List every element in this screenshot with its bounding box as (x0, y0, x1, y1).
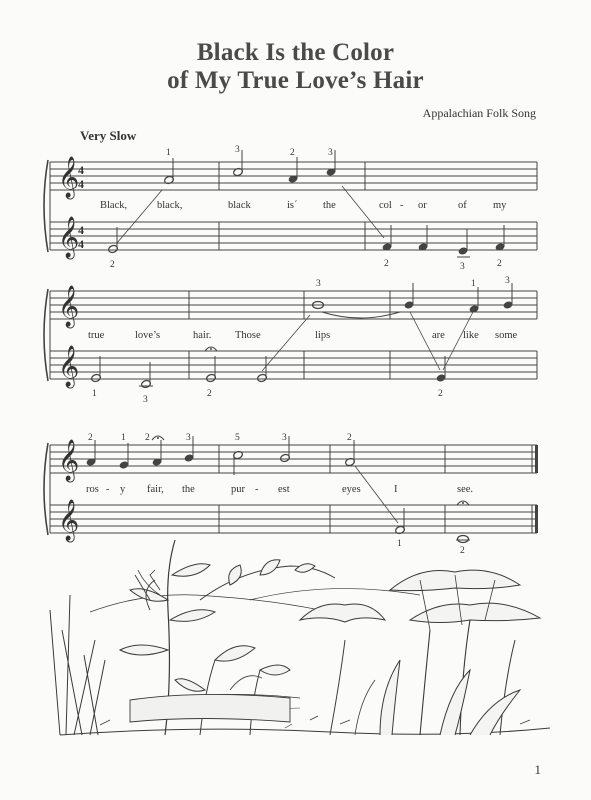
fingering: 2 (88, 433, 93, 443)
lyric: see. (457, 484, 474, 495)
treble-clef-icon (58, 156, 79, 259)
system-1-lyrics (100, 200, 507, 211)
fingering: 2 (145, 433, 150, 443)
fingering: 3 (282, 433, 287, 443)
fingering: 3 (328, 148, 333, 158)
fingering: 2 (497, 259, 502, 269)
fingering: 2 (438, 389, 443, 399)
lyric: Black, (100, 200, 128, 211)
fingering: 1 (471, 279, 476, 289)
treble-clef-icon (58, 439, 79, 542)
time-sig-bottom: 4 (78, 237, 84, 251)
lyric: of (458, 200, 467, 211)
tempo-marking: Very Slow (80, 128, 137, 143)
fingering: 3 (316, 279, 321, 289)
lyric: true (88, 330, 105, 341)
fingering: 3 (143, 395, 148, 405)
lyric: fair, (147, 484, 164, 495)
fingering: 5 (235, 433, 240, 443)
time-sig-top: 4 (78, 163, 84, 177)
lyric: Those (235, 330, 261, 341)
fermata-icon (205, 347, 217, 351)
time-sig-top: 4 (78, 223, 84, 237)
fingering: 1 (92, 389, 97, 399)
fingering: 3 (186, 433, 191, 443)
fingering: 2 (384, 259, 389, 269)
lyric: I (394, 484, 398, 495)
song-title-line-2: of My True Love’s Hair (167, 67, 424, 94)
lyric: - (106, 484, 110, 495)
svg-text:𝄞: 𝄞 (58, 286, 80, 326)
lyric: love’s (135, 330, 161, 341)
lyric: black, (157, 200, 183, 211)
time-sig-bottom: 4 (78, 177, 84, 191)
lyric: ros (86, 484, 99, 495)
lyric: eyes (342, 484, 361, 495)
fermata-icon (152, 436, 164, 440)
svg-text:𝄞: 𝄞 (58, 440, 80, 480)
lyric: or (418, 200, 427, 211)
fingering: 2 (460, 546, 465, 556)
lyric: lips (315, 330, 331, 341)
fingering: 1 (166, 148, 171, 158)
lyric: y (120, 484, 126, 495)
fingering: 2 (207, 389, 212, 399)
fingering: 3 (505, 276, 510, 286)
lyric: - (255, 484, 259, 495)
lyric: some (495, 330, 518, 341)
fingering: 1 (397, 539, 402, 549)
composer-credit: Appalachian Folk Song (422, 106, 536, 120)
fermata-icon (457, 501, 469, 505)
lyric: pur (231, 484, 245, 495)
lyric: est (278, 484, 290, 495)
system-1-brace (44, 160, 48, 252)
song-title-line-1: Black Is the Color (196, 39, 395, 66)
svg-text:𝄞: 𝄞 (58, 346, 80, 386)
svg-text:𝄞: 𝄞 (58, 217, 80, 257)
lyric: are (432, 330, 445, 341)
fingering: 1 (121, 433, 126, 443)
landscape-illustration (50, 540, 550, 735)
fingering: 2 (290, 148, 295, 158)
lyric: the (323, 200, 336, 211)
treble-clef-icon (58, 285, 79, 388)
fingering: 3 (235, 145, 240, 155)
page-number: 1 (534, 762, 541, 777)
lyric: - (400, 200, 404, 211)
time-signature (78, 163, 84, 251)
fingering: 2 (110, 260, 115, 270)
system-2-lyrics (88, 330, 518, 341)
system-3-lyrics (86, 484, 473, 495)
fingering: 2 (347, 433, 352, 443)
lyric: black (228, 200, 251, 211)
system-3-fingerings (88, 433, 465, 556)
lyric: like (463, 330, 479, 341)
lyric: my (493, 200, 507, 211)
lyric: is´ (287, 200, 298, 211)
lyric: the (182, 484, 195, 495)
lyric: col (379, 200, 392, 211)
lyric: hair. (193, 330, 212, 341)
svg-text:𝄞: 𝄞 (58, 157, 80, 197)
fingering: 3 (460, 262, 465, 272)
svg-text:𝄞: 𝄞 (58, 500, 80, 540)
